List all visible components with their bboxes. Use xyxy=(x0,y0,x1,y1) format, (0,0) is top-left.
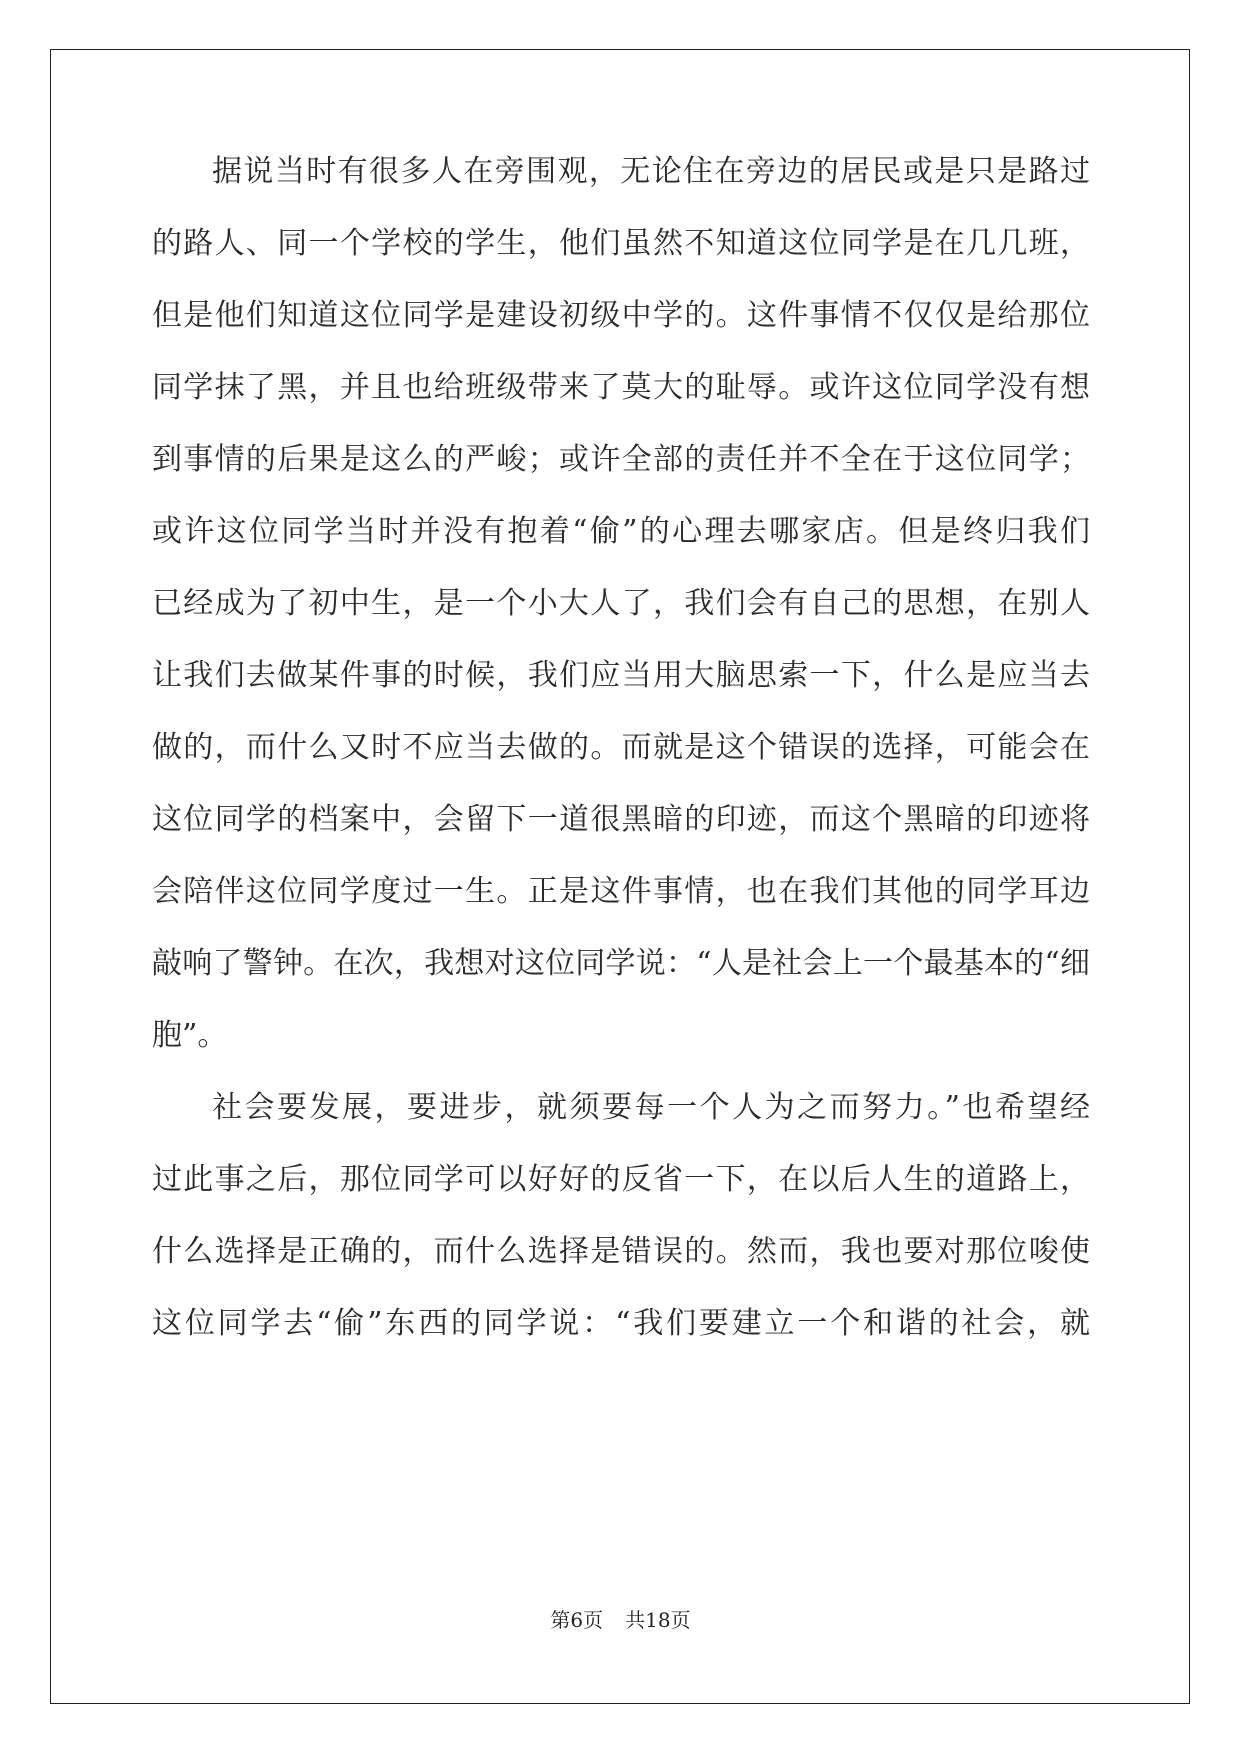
paragraph-1-line-5: 到事情的后果是这么的严峻；或许全部的责任并不全在于这位同学； xyxy=(152,442,1090,477)
paragraph-1-line-4: 同学抹了黑，并且也给班级带来了莫大的耻辱。或许这位同学没有想 xyxy=(152,370,1090,405)
page-number: 第6页 xyxy=(550,1608,604,1632)
page-footer xyxy=(0,1605,1241,1635)
paragraph-1-line-13: 胞”。 xyxy=(152,1018,228,1053)
paragraph-1-line-9: 做的，而什么又时不应当去做的。而就是这个错误的选择，可能会在 xyxy=(152,730,1090,765)
paragraph-1-line-8: 让我们去做某件事的时候，我们应当用大脑思索一下，什么是应当去 xyxy=(152,658,1090,693)
paragraph-2-line-1: 社会要发展，要进步，就须要每一个人为之而努力。”也希望经 xyxy=(212,1090,1090,1125)
paragraph-1-line-11: 会陪伴这位同学度过一生。正是这件事情，也在我们其他的同学耳边 xyxy=(152,874,1090,909)
page-total: 共18页 xyxy=(625,1608,691,1632)
paragraph-1-line-1: 据说当时有很多人在旁围观，无论住在旁边的居民或是只是路过 xyxy=(212,154,1090,189)
paragraph-1-line-7: 已经成为了初中生，是一个小大人了，我们会有自己的思想，在别人 xyxy=(152,586,1090,621)
paragraph-2-line-4: 这位同学去“偷”东西的同学说：“我们要建立一个和谐的社会，就 xyxy=(152,1306,1090,1341)
paragraph-1-line-6: 或许这位同学当时并没有抱着“偷”的心理去哪家店。但是终归我们 xyxy=(152,514,1090,549)
paragraph-1-line-10: 这位同学的档案中，会留下一道很黑暗的印迹，而这个黑暗的印迹将 xyxy=(152,802,1090,837)
paragraph-1-line-3: 但是他们知道这位同学是建设初级中学的。这件事情不仅仅是给那位 xyxy=(152,298,1090,333)
paragraph-1-line-2: 的路人、同一个学校的学生，他们虽然不知道这位同学是在几几班， xyxy=(152,226,1090,261)
paragraph-2-line-2: 过此事之后，那位同学可以好好的反省一下，在以后人生的道路上， xyxy=(152,1162,1090,1197)
paragraph-2-line-3: 什么选择是正确的，而什么选择是错误的。然而，我也要对那位唆使 xyxy=(152,1234,1090,1269)
paragraph-1-line-12: 敲响了警钟。在次，我想对这位同学说：“人是社会上一个最基本的“细 xyxy=(152,946,1090,981)
